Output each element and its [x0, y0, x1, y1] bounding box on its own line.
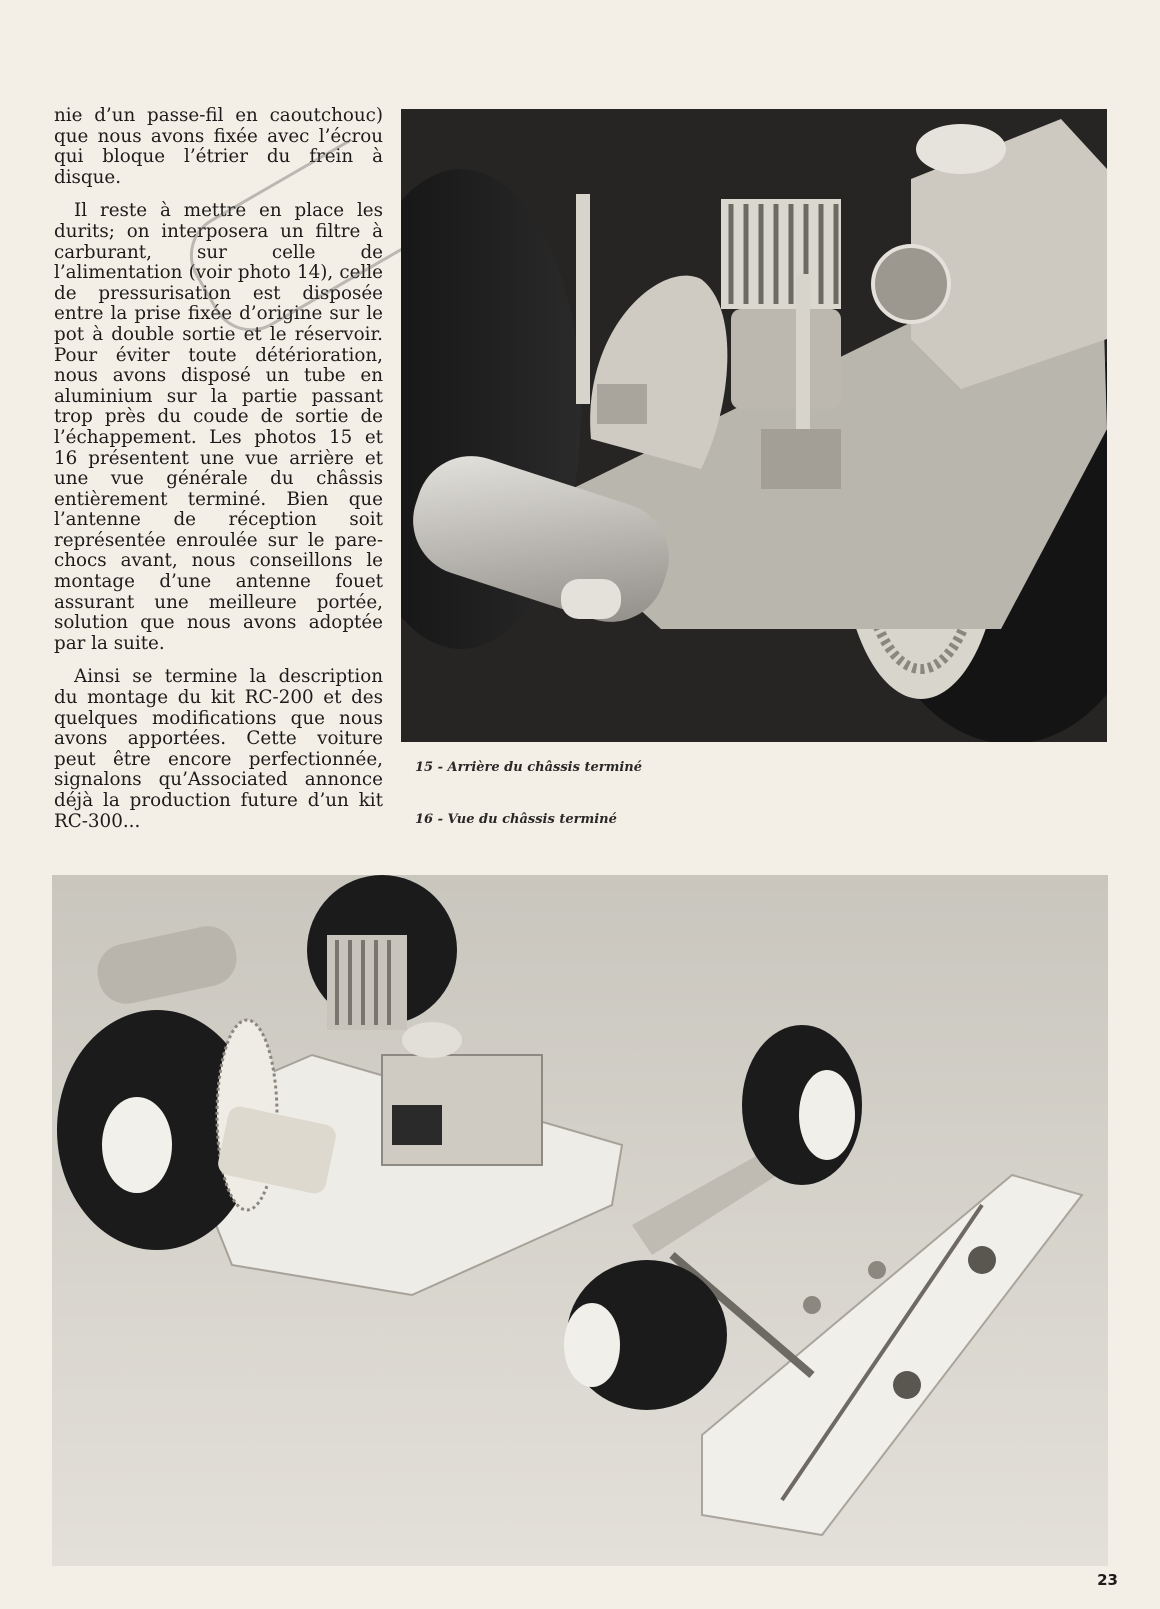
page-number: 23	[1097, 1571, 1118, 1589]
photo-rear-chassis	[401, 109, 1107, 742]
photo-full-chassis	[52, 875, 1108, 1566]
paragraph-3: Ainsi se termine la description du montage du kit RC-200 et des quelques modifications que nous avons apportées. Cette voiture peut être encore perfectionnée, signalons qu’Associated annonce déjà la production future d’un kit RC-300...	[54, 666, 383, 832]
paragraph-2: Il reste à mettre en place les durits; on interposera un filtre à carburant, sur celle de l’alimentation (voir photo 14), celle de pressurisation est disposée entre la prise fixée d’origine sur le pot à double sortie et le réservoir. Pour éviter toute détérioration, nous avons disposé un tube en aluminium sur la partie passant trop près du coude de sortie de l’échappement. Les photos 15 et 16 présentent une vue arrière et une vue générale du châssis entièrement terminé. Bien que l’antenne de réception soit représentée enroulée sur le pare-chocs avant, nous conseillons le montage d’une antenne fouet assurant une meilleure portée, solution que nous avons adoptée par la suite.	[54, 200, 383, 654]
paragraph-1: nie d’un passe-fil en caoutchouc) que nous avons fixée avec l’écrou qui bloque l’étrier du frein à disque.	[54, 105, 383, 188]
caption-photo-16: 16 - Vue du châssis terminé	[415, 812, 617, 827]
caption-photo-15: 15 - Arrière du châssis terminé	[415, 760, 642, 775]
article-text-column	[54, 106, 383, 832]
